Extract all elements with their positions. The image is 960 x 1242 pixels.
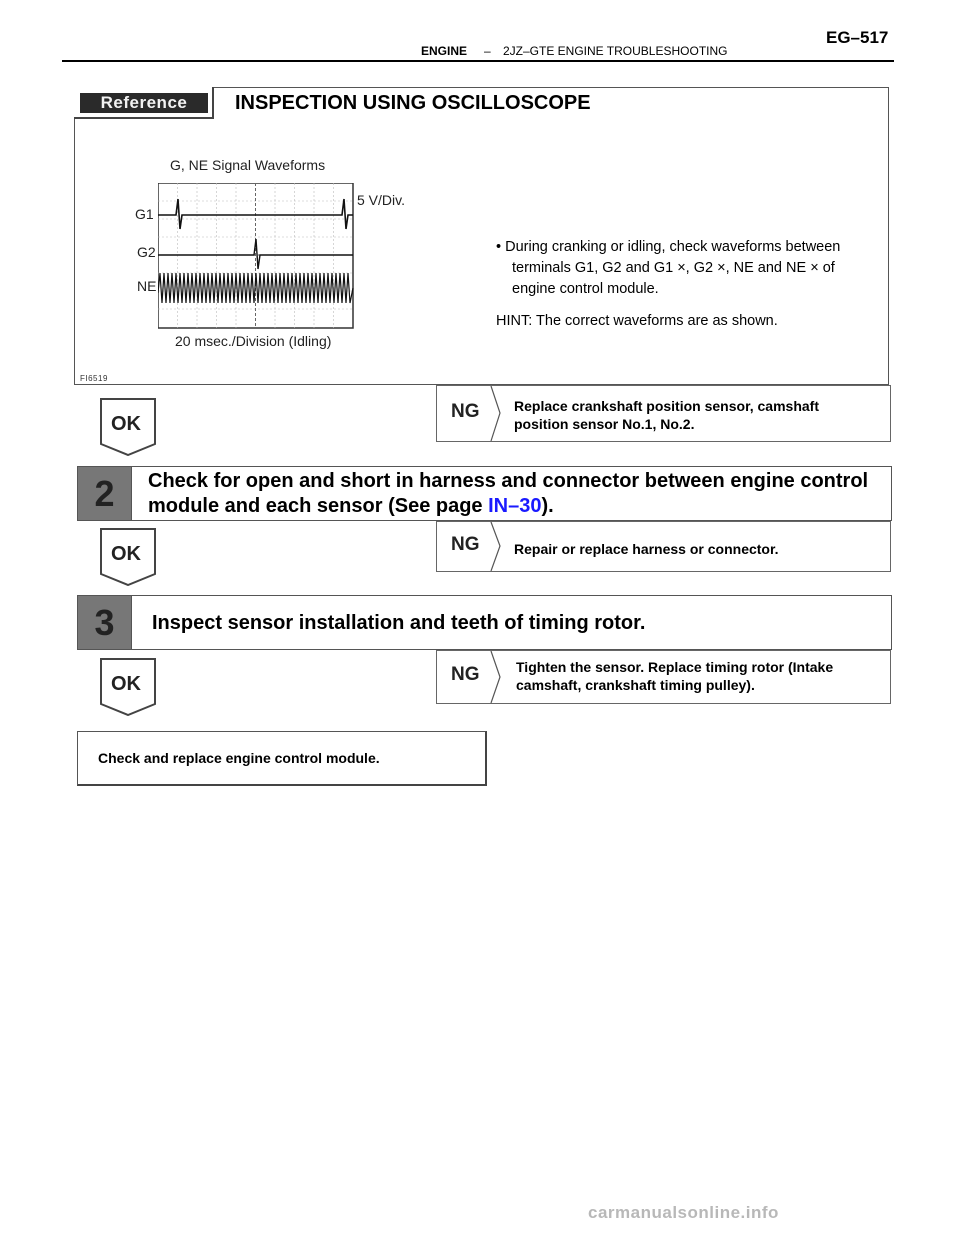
ng-chevron-2 xyxy=(490,522,502,571)
step-2-number-block xyxy=(78,467,132,520)
page-link-in-30[interactable]: IN–30 xyxy=(488,495,542,517)
ng-action-1-line-2: position sensor No.1, No.2. xyxy=(514,416,695,432)
ng-label-2: NG xyxy=(451,534,480,555)
ng-action-3-line-1: Tighten the sensor. Replace timing rotor (Intake xyxy=(516,659,834,675)
reference-title: INSPECTION USING OSCILLOSCOPE xyxy=(235,92,591,114)
waveform-label-ne: NE xyxy=(137,278,157,294)
ok-label-3: OK xyxy=(111,673,141,695)
header-dash: – xyxy=(484,44,491,58)
reference-instruction-line-1: • During cranking or idling, check waveforms between xyxy=(496,239,841,255)
step-3-number: 3 xyxy=(94,601,115,643)
ng-action-3 xyxy=(516,658,833,694)
reference-instruction-line-2: terminals G1, G2 and G1 ×, G2 ×, NE and NE × of xyxy=(512,260,835,276)
step-2-number: 2 xyxy=(94,472,115,514)
ng-chevron-3 xyxy=(490,651,502,703)
ng-chevron-1 xyxy=(490,386,502,441)
step-2-line-2-pre: module and each sensor (See page xyxy=(148,495,489,517)
step-3-text: Inspect sensor installation and teeth of timing rotor. xyxy=(152,612,646,634)
reference-instruction xyxy=(496,237,882,300)
ng-action-2: Repair or replace harness or connector. xyxy=(514,541,779,557)
step-2-text xyxy=(148,469,868,519)
watermark: carmanualsonline.info xyxy=(588,1203,779,1222)
step-2-line-1: Check for open and short in harness and connector between engine control xyxy=(148,470,869,492)
header-subtitle: 2JZ–GTE ENGINE TROUBLESHOOTING xyxy=(503,44,728,58)
reference-tab-label: Reference xyxy=(80,93,208,113)
waveform-time-scale: 20 msec./Division (Idling) xyxy=(175,333,332,349)
waveform-voltage-scale: 5 V/Div. xyxy=(357,192,405,208)
waveform-figure-title: G, NE Signal Waveforms xyxy=(170,157,326,173)
reference-instruction-line-3: engine control module. xyxy=(512,281,659,297)
reference-hint: HINT: The correct waveforms are as shown. xyxy=(496,313,778,329)
final-action-text: Check and replace engine control module. xyxy=(98,750,380,766)
step-2-line-2-post: ). xyxy=(541,495,554,517)
header-rule xyxy=(62,60,894,62)
page-number: EG–517 xyxy=(826,28,889,47)
figure-code: FI6519 xyxy=(80,374,108,383)
step-3-number-block xyxy=(78,596,132,649)
header-section: ENGINE xyxy=(421,44,468,58)
waveform-label-g2: G2 xyxy=(137,244,156,260)
ng-label-1: NG xyxy=(451,401,480,422)
ng-action-1-line-1: Replace crankshaft position sensor, camshaft xyxy=(514,398,819,414)
step-2-line-2 xyxy=(148,494,868,519)
ok-label-2: OK xyxy=(111,543,141,565)
ng-action-3-line-2: camshaft, crankshaft timing pulley). xyxy=(516,677,755,693)
ok-label-1: OK xyxy=(111,413,141,435)
ng-label-3: NG xyxy=(451,664,480,685)
waveform-label-g1: G1 xyxy=(135,206,154,222)
ng-action-1 xyxy=(514,397,819,433)
oscilloscope-waveform-image xyxy=(158,183,354,329)
